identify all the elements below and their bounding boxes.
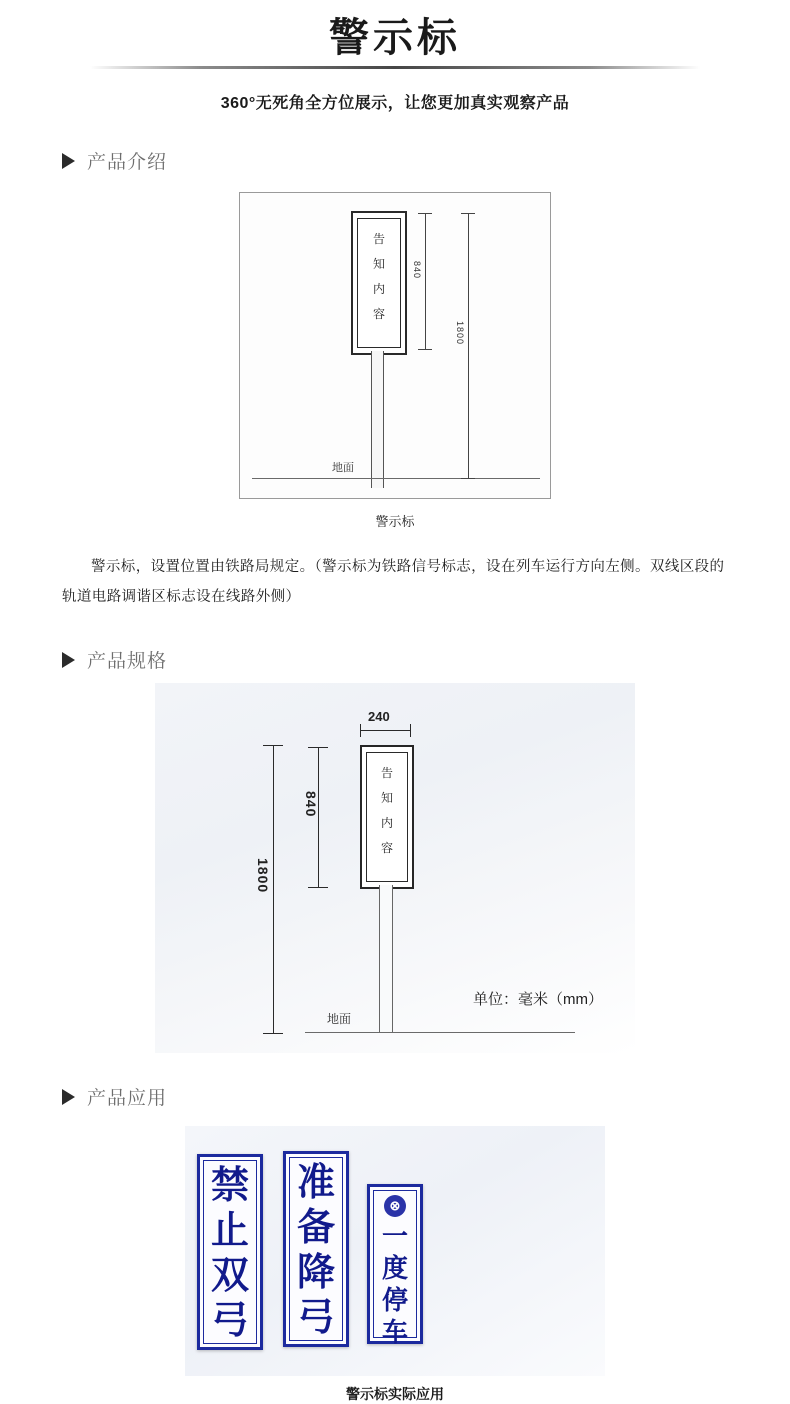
sign-pole — [379, 885, 393, 1033]
sign-text — [286, 1160, 346, 1340]
sign-char-4: 车 — [381, 1318, 408, 1348]
sign-text — [200, 1163, 260, 1343]
dimension-line-1800 — [273, 745, 274, 1033]
section-title-product-intro: 产品介绍 — [87, 152, 168, 173]
sign-pole — [371, 351, 384, 488]
dimension-label-840: 840 — [303, 791, 319, 818]
section-title-product-application: 产品应用 — [87, 1088, 168, 1109]
ground-label: 地面 — [327, 1012, 352, 1026]
page-header — [0, 0, 790, 72]
dimension-line-840 — [425, 213, 426, 349]
dimension-tick-840-top — [418, 213, 432, 214]
dimension-label-840: 840 — [412, 261, 422, 280]
sign-prepare-lower-pantograph — [283, 1151, 349, 1347]
triangle-right-icon — [62, 1089, 75, 1105]
sign-char-3: 停 — [381, 1286, 408, 1316]
ground-line — [305, 1032, 575, 1033]
dimension-line-240 — [360, 730, 410, 731]
ground-label: 地面 — [332, 462, 354, 474]
triangle-right-icon — [62, 153, 75, 169]
sign-forbid-double-pantograph — [197, 1154, 263, 1350]
section-heading-product-spec — [62, 646, 790, 673]
dimension-tick-240-right — [410, 724, 411, 737]
unit-label: 单位：毫米（mm） — [473, 991, 603, 1008]
figure-product-application — [185, 1126, 605, 1376]
section-heading-product-intro — [62, 147, 790, 174]
figure-product-application-caption: 警示标实际应用 — [346, 1386, 444, 1402]
sign-char-1: 一 — [381, 1222, 408, 1252]
figure-product-intro-caption: 警示标 — [375, 514, 415, 529]
dimension-line-1800 — [468, 213, 469, 478]
section-title-product-spec: 产品规格 — [87, 651, 168, 672]
sign-plate — [351, 211, 407, 355]
dimension-tick-840-bottom — [308, 887, 328, 888]
plate-char-1: 告 — [380, 766, 393, 780]
sign-one-degree-stop — [367, 1184, 423, 1348]
sign-char-3: 双 — [210, 1253, 249, 1297]
figure-product-intro — [239, 192, 551, 499]
triangle-right-icon — [62, 652, 75, 668]
plate-char-4: 容 — [380, 841, 393, 855]
dimension-label-240: 240 — [368, 709, 390, 724]
dimension-label-1800: 1800 — [455, 321, 465, 346]
product-intro-paragraph: 警示标，设置位置由铁路局规定。（警示标为铁路信号标志，设在列车运行方向左侧。双线区段的轨道电路调谐区标志设在线路外侧） — [62, 559, 725, 605]
sign-plate-text — [362, 761, 412, 861]
dimension-tick-1800-top — [461, 213, 475, 214]
sign-plate-text — [353, 227, 405, 327]
circle-cross-icon: ⊗ — [384, 1195, 406, 1217]
sign-char-2: 度 — [381, 1254, 408, 1284]
plate-char-3: 内 — [380, 816, 393, 830]
plate-char-2: 知 — [380, 791, 393, 805]
dimension-tick-1800-top — [263, 745, 283, 746]
figure-product-intro-wrap — [0, 192, 790, 499]
figure-product-spec — [155, 683, 635, 1053]
plate-char-1: 告 — [372, 232, 385, 246]
dimension-tick-1800-bottom — [263, 1033, 283, 1034]
sign-char-3: 降 — [296, 1250, 335, 1294]
dimension-label-1800: 1800 — [255, 858, 271, 894]
plate-char-4: 容 — [372, 307, 385, 321]
header-divider — [90, 66, 700, 69]
plate-char-3: 内 — [372, 282, 385, 296]
dimension-tick-840-bottom — [418, 349, 432, 350]
dimension-tick-240-left — [360, 724, 361, 737]
sign-plate — [360, 745, 414, 889]
sign-char-2: 止 — [210, 1208, 249, 1252]
dimension-tick-840-top — [308, 747, 328, 748]
figure-product-application-wrap — [0, 1126, 790, 1376]
sign-char-4: 弓 — [296, 1295, 335, 1339]
plate-char-2: 知 — [372, 257, 385, 271]
sign-text — [370, 1221, 420, 1349]
sign-char-4: 弓 — [210, 1298, 249, 1342]
page-subtitle: 360°无死角全方位展示，让您更加真实观察产品 — [220, 95, 570, 112]
dimension-tick-1800-bottom — [461, 478, 475, 479]
sign-char-1: 准 — [296, 1160, 335, 1204]
page-title: 警示标 — [329, 15, 461, 61]
figure-product-spec-wrap — [0, 683, 790, 1053]
section-heading-product-application — [62, 1083, 790, 1110]
ground-line — [252, 478, 540, 479]
sign-char-2: 备 — [296, 1205, 335, 1249]
sign-char-1: 禁 — [210, 1163, 249, 1207]
